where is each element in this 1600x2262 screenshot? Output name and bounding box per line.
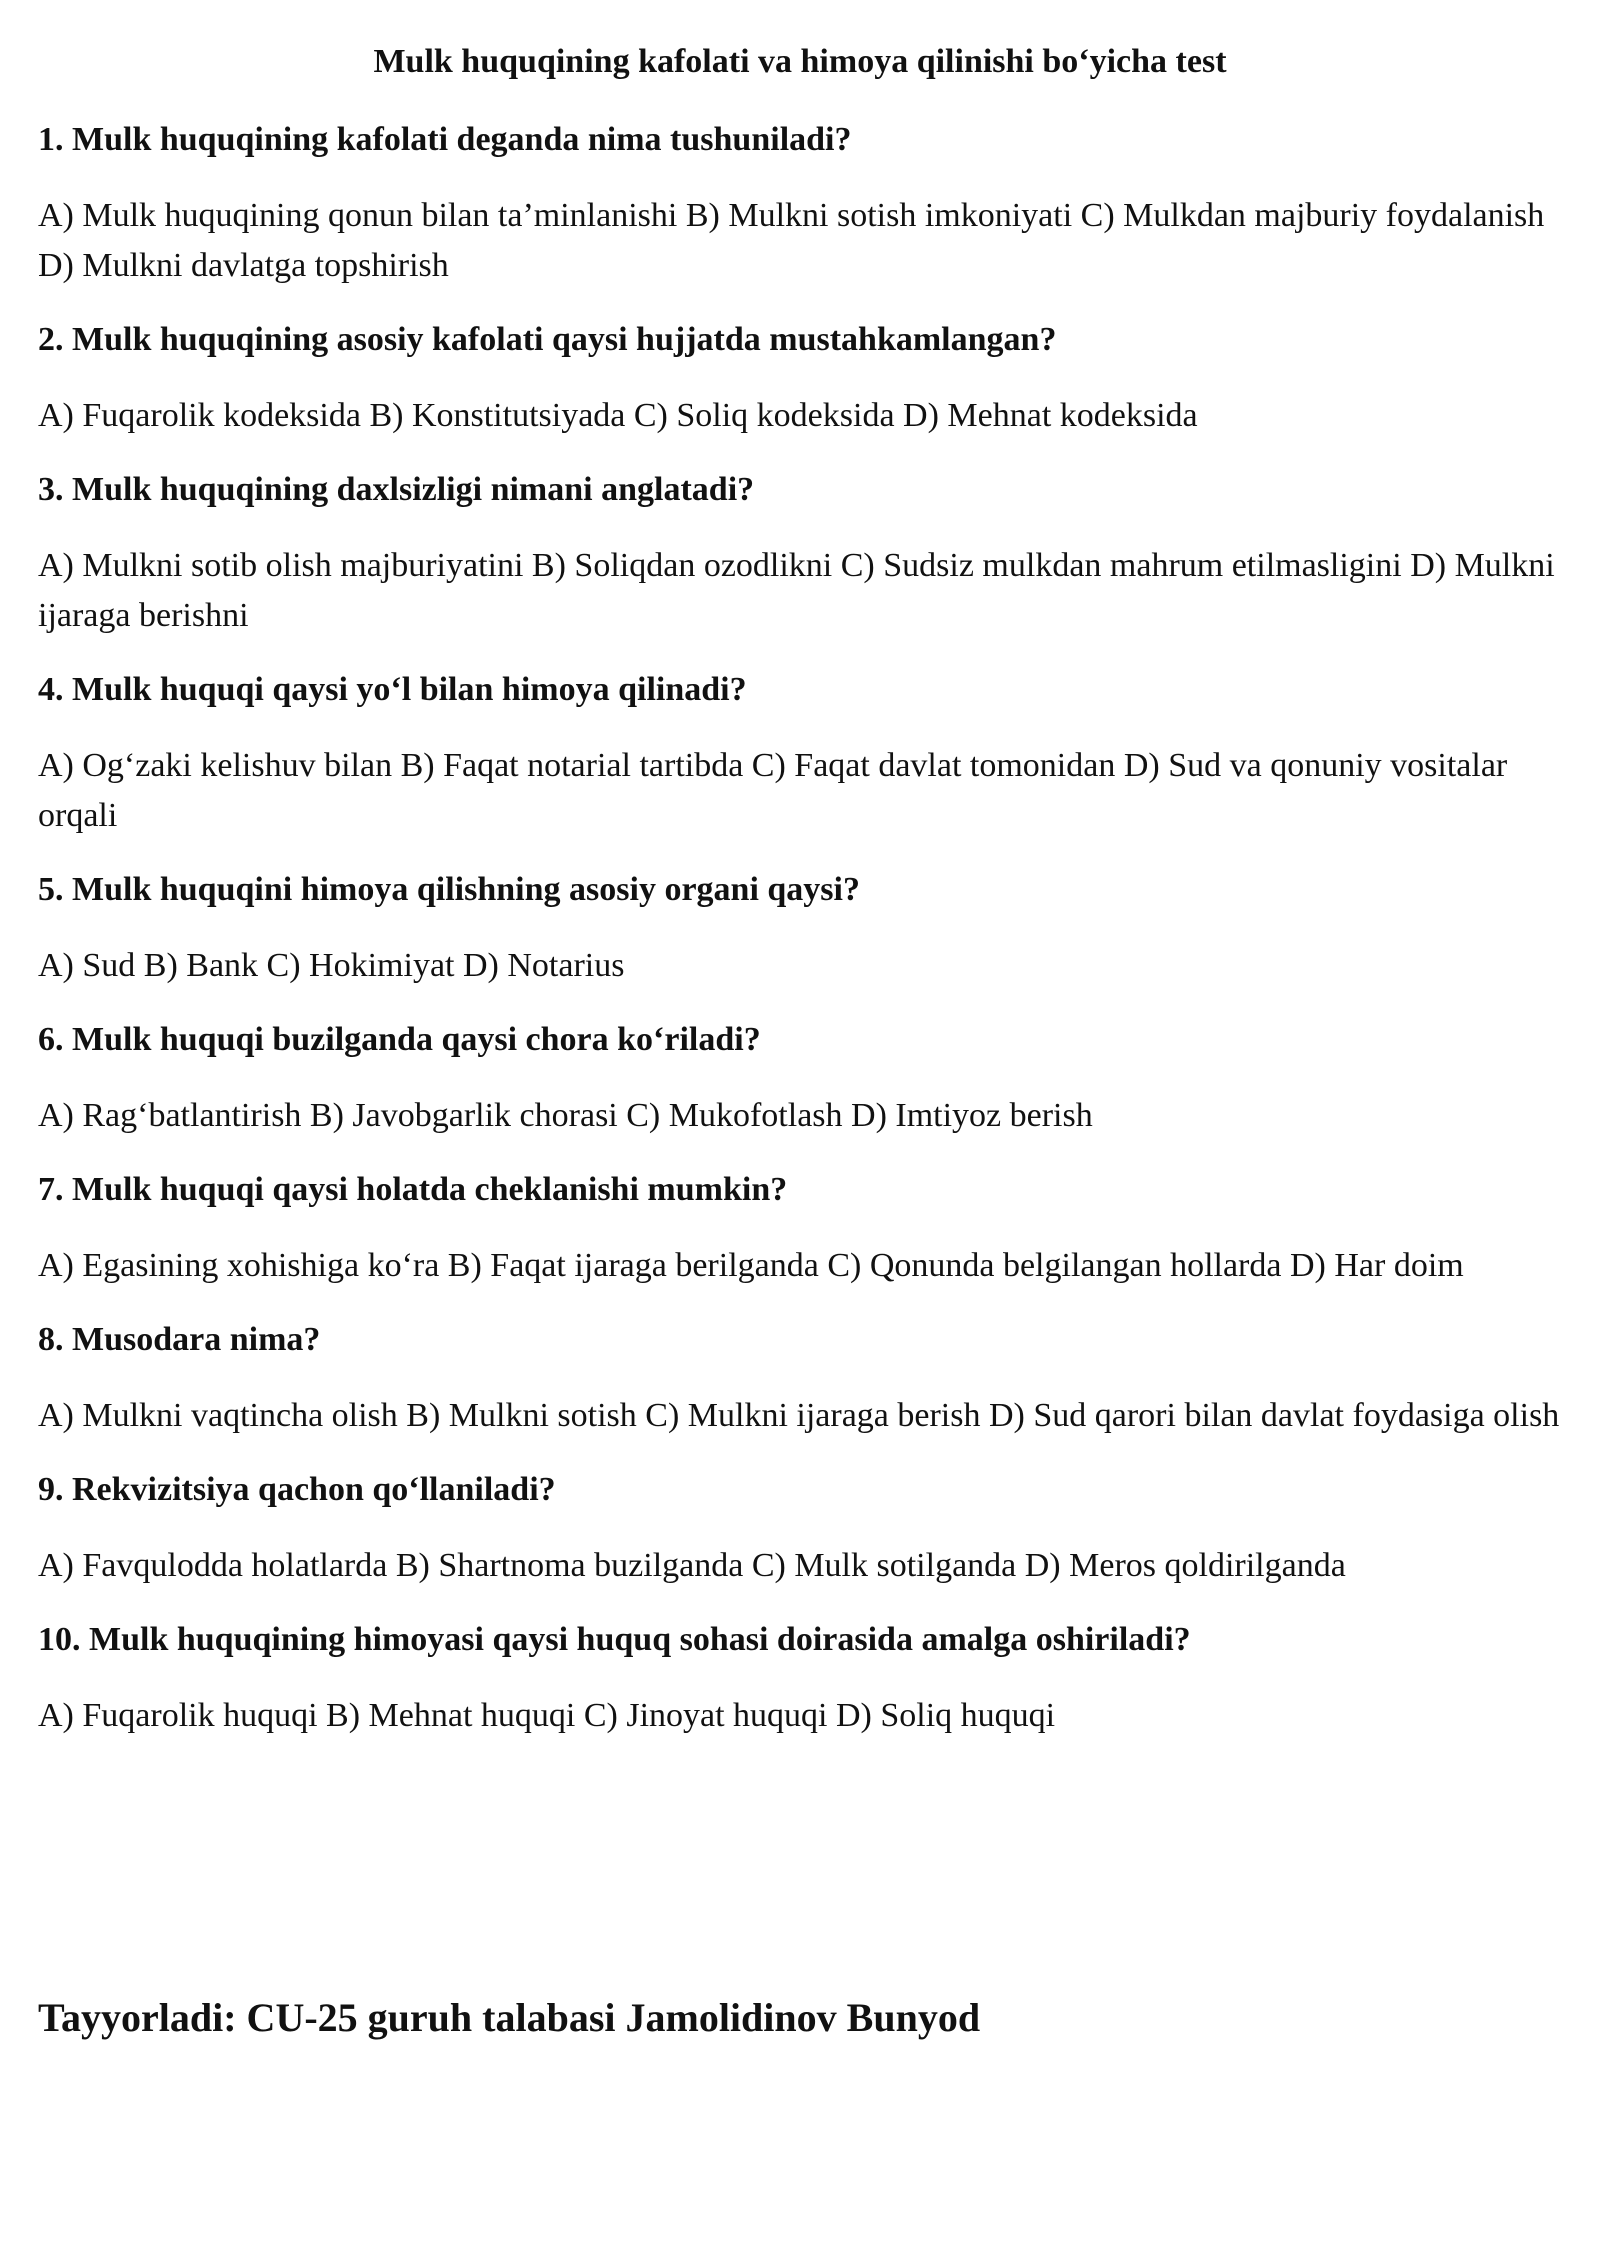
question-item <box>38 1015 1568 1141</box>
answer-options: A) Fuqarolik kodeksida B) Konstitutsiyada C) Soliq kodeksida D) Mehnat kodeksida <box>38 397 1198 434</box>
question-text: 2. Mulk huquqining asosiy kafolati qaysi hujjatda mustahkamlangan? <box>38 321 1057 358</box>
question-item <box>38 1465 1568 1591</box>
question-text: 10. Mulk huquqining himoyasi qaysi huquq sohasi doirasida amalga oshiriladi? <box>38 1621 1191 1658</box>
answer-options: A) Rag‘batlantirish B) Javobgarlik chorasi C) Mukofotlash D) Imtiyoz berish <box>38 1097 1093 1134</box>
question-item <box>38 865 1568 991</box>
question-text: 8. Musodara nima? <box>38 1321 321 1358</box>
answer-options: A) Egasining xohishiga ko‘ra B) Faqat ijaraga berilganda C) Qonunda belgilangan hollarda D) Har doim <box>38 1247 1464 1284</box>
question-list <box>38 115 1568 1765</box>
question-item <box>38 315 1568 441</box>
question-text: 7. Mulk huquqi qaysi holatda cheklanishi mumkin? <box>38 1171 788 1208</box>
answer-options: A) Mulkni sotib olish majburiyatini B) Soliqdan ozodlikni C) Sudsiz mulkdan mahrum etilmasligini D) Mulkni ijaraga berishni <box>38 547 1555 634</box>
question-text: 5. Mulk huquqini himoya qilishning asosiy organi qaysi? <box>38 871 860 908</box>
answer-options: A) Mulk huquqining qonun bilan ta’minlanishi B) Mulkni sotish imkoniyati C) Mulkdan majburiy foydalanish D) Mulkni davlatga topshirish <box>38 197 1545 284</box>
question-text: 1. Mulk huquqining kafolati deganda nima tushuniladi? <box>38 121 852 158</box>
question-item <box>38 665 1568 841</box>
question-item <box>38 465 1568 641</box>
answer-options: A) Fuqarolik huquqi B) Mehnat huquqi C) Jinoyat huquqi D) Soliq huquqi <box>38 1697 1056 1734</box>
author-line: Tayyorladi: CU-25 guruh talabasi Jamolidinov Bunyod <box>38 1995 981 2040</box>
answer-options: A) Og‘zaki kelishuv bilan B) Faqat notarial tartibda C) Faqat davlat tomonidan D) Sud va qonuniy vositalar orqali <box>38 747 1508 834</box>
question-item <box>38 1315 1568 1441</box>
question-text: 4. Mulk huquqi qaysi yo‘l bilan himoya qilinadi? <box>38 671 747 708</box>
question-item <box>38 1615 1568 1741</box>
question-item <box>38 1165 1568 1291</box>
answer-options: A) Favqulodda holatlarda B) Shartnoma buzilganda C) Mulk sotilganda D) Meros qoldirilganda <box>38 1547 1346 1584</box>
answer-options: A) Mulkni vaqtincha olish B) Mulkni sotish C) Mulkni ijaraga berish D) Sud qarori bilan davlat foydasiga olish <box>38 1397 1560 1434</box>
question-text: 3. Mulk huquqining daxlsizligi nimani anglatadi? <box>38 471 755 508</box>
question-text: 9. Rekvizitsiya qachon qo‘llaniladi? <box>38 1471 556 1508</box>
question-text: 6. Mulk huquqi buzilganda qaysi chora ko‘riladi? <box>38 1021 761 1058</box>
question-item <box>38 115 1568 291</box>
document-title: Mulk huquqining kafolati va himoya qilinishi bo‘yicha test <box>373 43 1227 80</box>
answer-options: A) Sud B) Bank C) Hokimiyat D) Notarius <box>38 947 625 984</box>
